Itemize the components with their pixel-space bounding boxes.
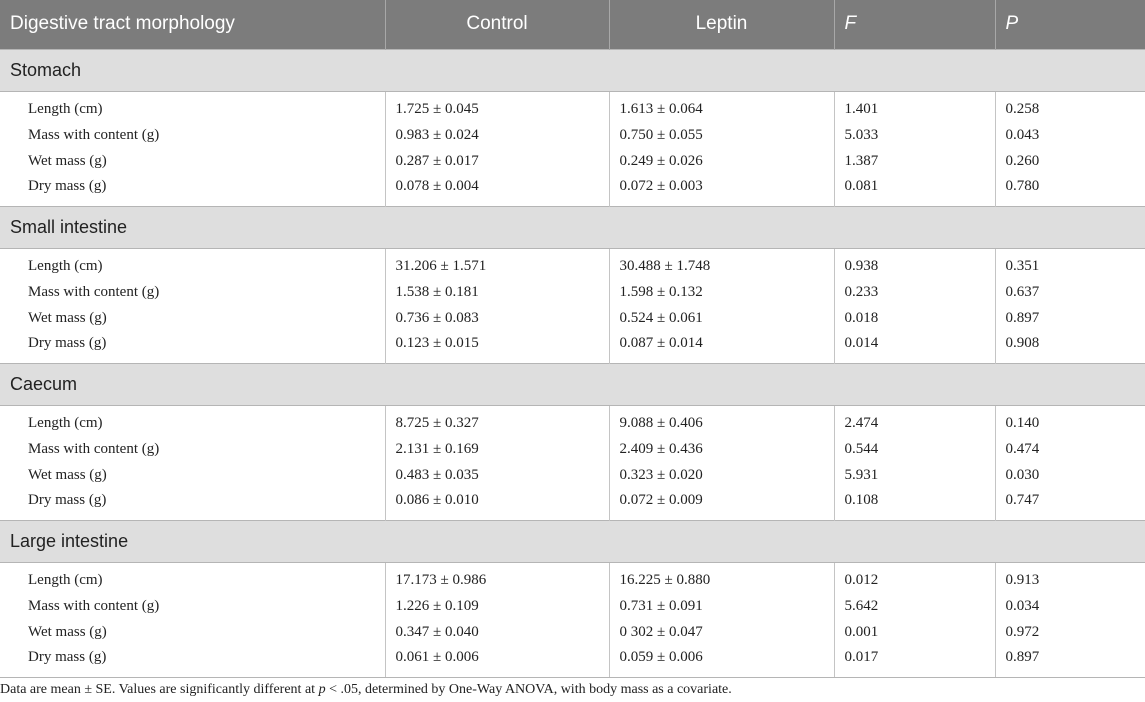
control-value: 0.736 ± 0.083 [385,305,609,331]
section-title: Large intestine [0,520,1145,562]
leptin-value: 0.524 ± 0.061 [609,305,834,331]
f-value: 0.938 [834,248,995,279]
table-row [0,174,1145,206]
p-value: 0.043 [1005,126,1040,143]
f-value: 0.544 [834,436,995,462]
row-label: Wet mass (g) [0,462,385,488]
f-value: 0.081 [834,174,995,206]
table-row [0,148,1145,174]
section-row [0,363,1145,405]
table-footnote [0,682,1145,698]
leptin-value: 0.087 ± 0.014 [609,331,834,363]
f-value: 2.474 [834,405,995,436]
section-title: Small intestine [0,206,1145,248]
header-p: P [1005,13,1019,35]
control-value: 0.061 ± 0.006 [385,645,609,677]
section-row [0,49,1145,91]
table-row [0,619,1145,645]
table-row [0,122,1145,148]
control-value: 0.347 ± 0.040 [385,619,609,645]
p-value: 0.474 [1005,440,1040,457]
control-value: 0.078 ± 0.004 [385,174,609,206]
section-row [0,206,1145,248]
control-value: 1.725 ± 0.045 [385,91,609,122]
leptin-value: 0.072 ± 0.003 [609,174,834,206]
row-label: Dry mass (g) [0,645,385,677]
control-value: 0.086 ± 0.010 [385,488,609,520]
f-value: 5.033 [834,122,995,148]
f-value: 5.642 [834,593,995,619]
f-value: 0.014 [834,331,995,363]
f-value: 0.017 [834,645,995,677]
control-value: 8.725 ± 0.327 [385,405,609,436]
table-row [0,279,1145,305]
leptin-value: 2.409 ± 0.436 [609,436,834,462]
table-row [0,305,1145,331]
leptin-value: 1.613 ± 0.064 [609,91,834,122]
header-leptin: Leptin [609,0,834,49]
row-label: Mass with content (g) [0,436,385,462]
row-label: Dry mass (g) [0,488,385,520]
control-value: 2.131 ± 0.169 [385,436,609,462]
footnote-p-symbol: p [318,682,326,697]
row-label: Mass with content (g) [0,122,385,148]
leptin-value: 0 302 ± 0.047 [609,619,834,645]
row-label: Mass with content (g) [0,593,385,619]
control-value: 17.173 ± 0.986 [385,562,609,593]
p-value: 0.258 [1005,100,1040,117]
f-value: 0.001 [834,619,995,645]
table-row [0,645,1145,677]
header-f: F [834,0,995,49]
row-label: Wet mass (g) [0,148,385,174]
p-value: 0.908 [1005,335,1040,352]
section-row [0,520,1145,562]
row-label: Length (cm) [0,91,385,122]
control-value: 0.483 ± 0.035 [385,462,609,488]
table-row [0,488,1145,520]
control-value: 0.287 ± 0.017 [385,148,609,174]
p-value: 0.913 [1005,571,1040,588]
p-value: 0.351 [1005,257,1040,274]
table-row [0,248,1145,279]
table-row [0,436,1145,462]
leptin-value: 30.488 ± 1.748 [609,248,834,279]
p-value: 0.140 [1005,414,1040,431]
row-label: Length (cm) [0,248,385,279]
footnote-text: Data are mean ± SE. Values are significantly different at [0,682,319,697]
control-value: 31.206 ± 1.571 [385,248,609,279]
leptin-value: 1.598 ± 0.132 [609,279,834,305]
p-value: 0.030 [1005,466,1040,483]
p-value: 0.747 [1005,492,1040,509]
f-value: 0.018 [834,305,995,331]
table-row [0,562,1145,593]
table-row [0,462,1145,488]
leptin-value: 0.750 ± 0.055 [609,122,834,148]
row-label: Dry mass (g) [0,174,385,206]
f-value: 0.233 [834,279,995,305]
p-value: 0.034 [1005,597,1040,614]
section-title: Stomach [0,49,1145,91]
row-label: Mass with content (g) [0,279,385,305]
f-value: 1.387 [834,148,995,174]
p-value: 0.780 [1005,178,1040,195]
control-value: 0.983 ± 0.024 [385,122,609,148]
row-label: Length (cm) [0,405,385,436]
f-value: 5.931 [834,462,995,488]
f-value: 0.108 [834,488,995,520]
f-value: 1.401 [834,91,995,122]
header-control: Control [385,0,609,49]
leptin-value: 0.249 ± 0.026 [609,148,834,174]
header-row [0,0,1145,49]
leptin-value: 0.072 ± 0.009 [609,488,834,520]
leptin-value: 0.731 ± 0.091 [609,593,834,619]
leptin-value: 9.088 ± 0.406 [609,405,834,436]
control-value: 0.123 ± 0.015 [385,331,609,363]
p-value: 0.972 [1005,623,1040,640]
p-value: 0.260 [1005,152,1040,169]
leptin-value: 0.059 ± 0.006 [609,645,834,677]
row-label: Dry mass (g) [0,331,385,363]
table-row [0,91,1145,122]
p-value: 0.897 [1005,309,1040,326]
header-morphology: Digestive tract morphology [0,0,385,49]
table-row [0,593,1145,619]
table-row [0,405,1145,436]
row-label: Length (cm) [0,562,385,593]
control-value: 1.538 ± 0.181 [385,279,609,305]
control-value: 1.226 ± 0.109 [385,593,609,619]
section-title: Caecum [0,363,1145,405]
p-value: 0.897 [995,645,1145,677]
row-label: Wet mass (g) [0,305,385,331]
table-row [0,331,1145,363]
leptin-value: 0.323 ± 0.020 [609,462,834,488]
row-label: Wet mass (g) [0,619,385,645]
p-value: 0.637 [1005,283,1040,300]
f-value: 0.012 [834,562,995,593]
leptin-value: 16.225 ± 0.880 [609,562,834,593]
footnote-text-end: < .05, determined by One-Way ANOVA, with body mass as a covariate. [325,682,732,697]
